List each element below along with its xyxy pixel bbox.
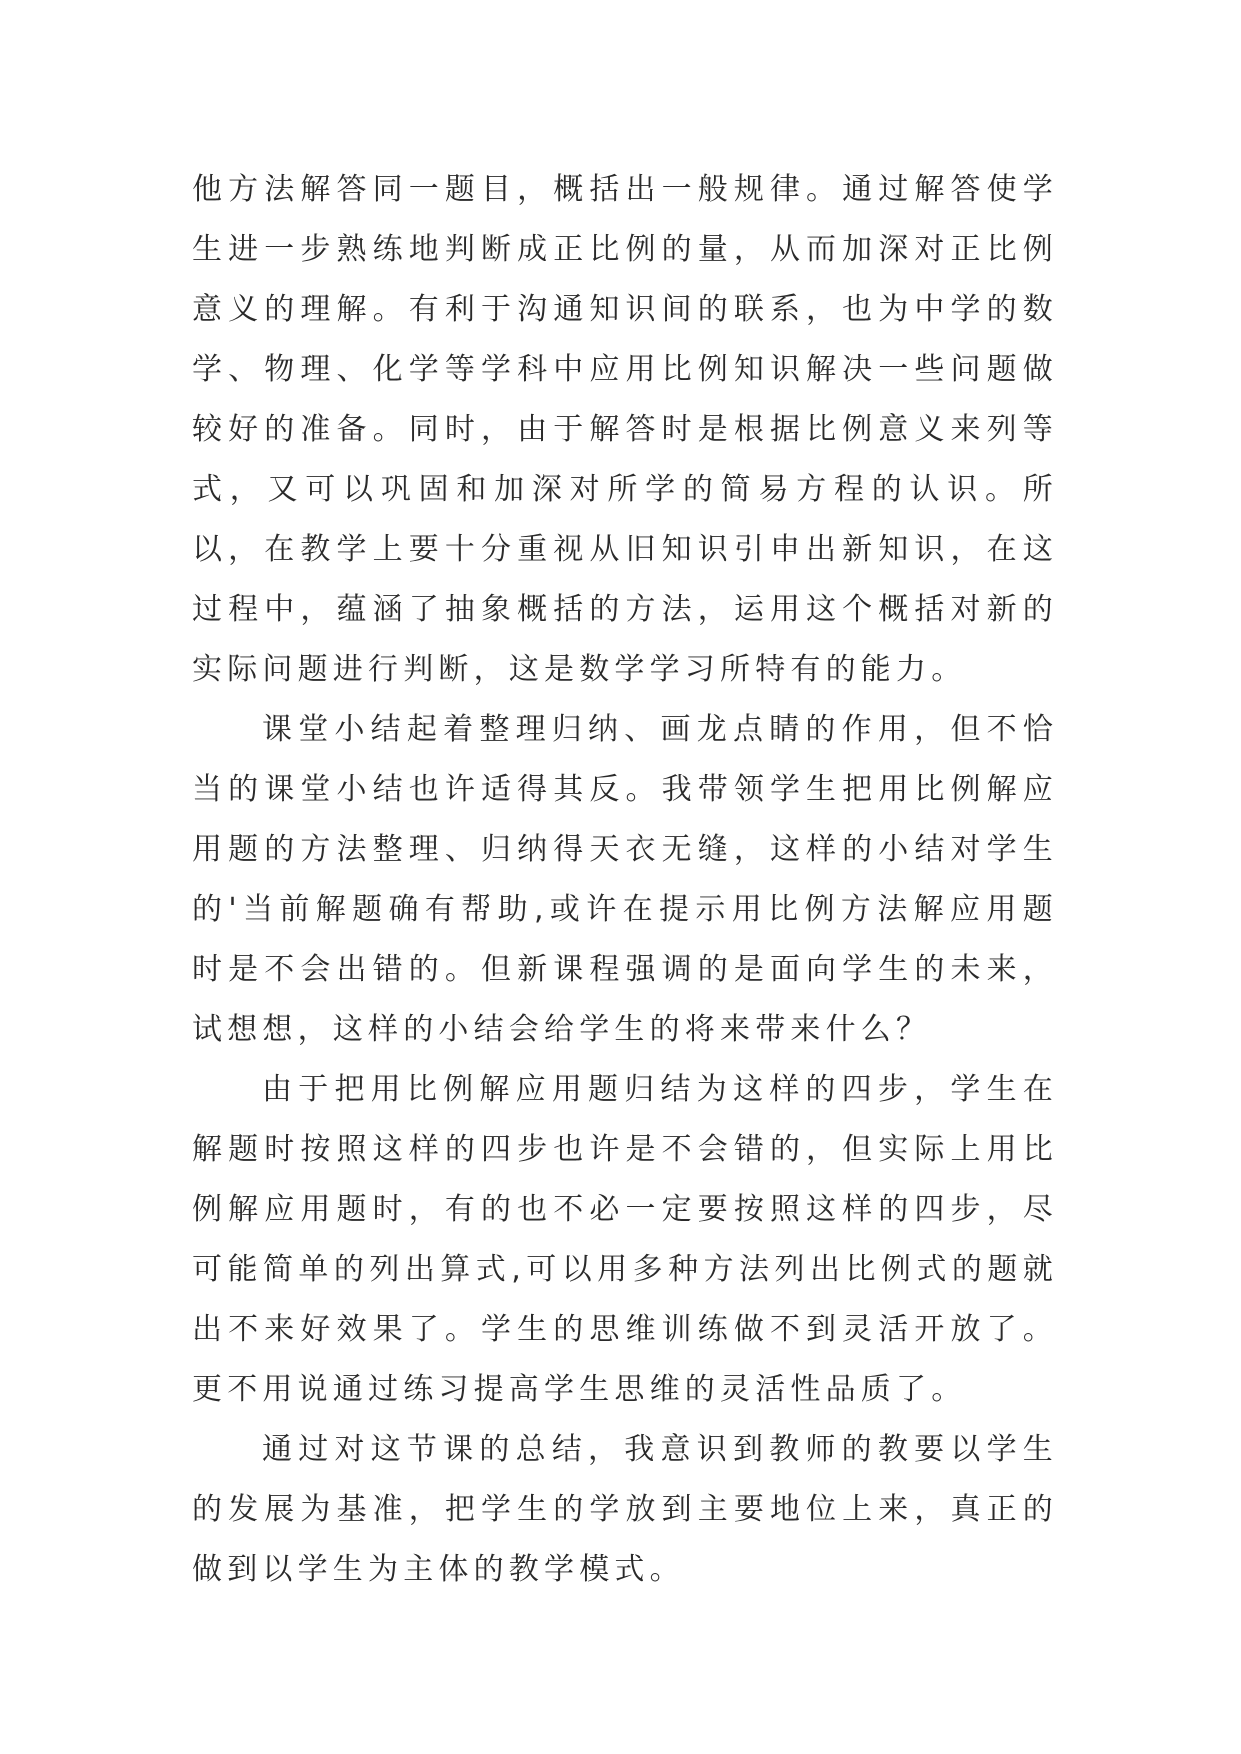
paragraph-conclusion: 通过对这节课的总结，我意识到教师的教要以学生的发展为基准，把学生的学放到主要地位上来，真正的做到以学生为主体的教学模式。 xyxy=(192,1432,1058,1587)
paragraph-class-summary: 课堂小结起着整理归纳、画龙点睛的作用，但不恰当的课堂小结也许适得其反。我带领学生把用比例解应用题的方法整理、归纳得天衣无缝，这样的小结对学生的'当前解题确有帮助,或许在提示用比例方法解应用题时是不会出错的。但新课程强调的是面向学生的未来，试想想，这样的小结会给学生的将来带来什么？ xyxy=(192,712,1058,1047)
document-body xyxy=(192,160,1058,1600)
paragraph-four-steps: 由于把用比例解应用题归结为这样的四步，学生在解题时按照这样的四步也许是不会错的，但实际上用比例解应用题时，有的也不必一定要按照这样的四步，尽可能简单的列出算式,可以用多种方法列出比例式的题就出不来好效果了。学生的思维训练做不到灵活开放了。更不用说通过练习提高学生思维的灵活性品质了。 xyxy=(192,1072,1058,1407)
paragraph-continued: 他方法解答同一题目，概括出一般规律。通过解答使学生进一步熟练地判断成正比例的量，从而加深对正比例意义的理解。有利于沟通知识间的联系，也为中学的数学、物理、化学等学科中应用比例知识解决一些问题做较好的准备。同时，由于解答时是根据比例意义来列等式，又可以巩固和加深对所学的简易方程的认识。所以，在教学上要十分重视从旧知识引申出新知识，在这过程中，蕴涵了抽象概括的方法，运用这个概括对新的实际问题进行判断，这是数学学习所特有的能力。 xyxy=(192,172,1058,687)
